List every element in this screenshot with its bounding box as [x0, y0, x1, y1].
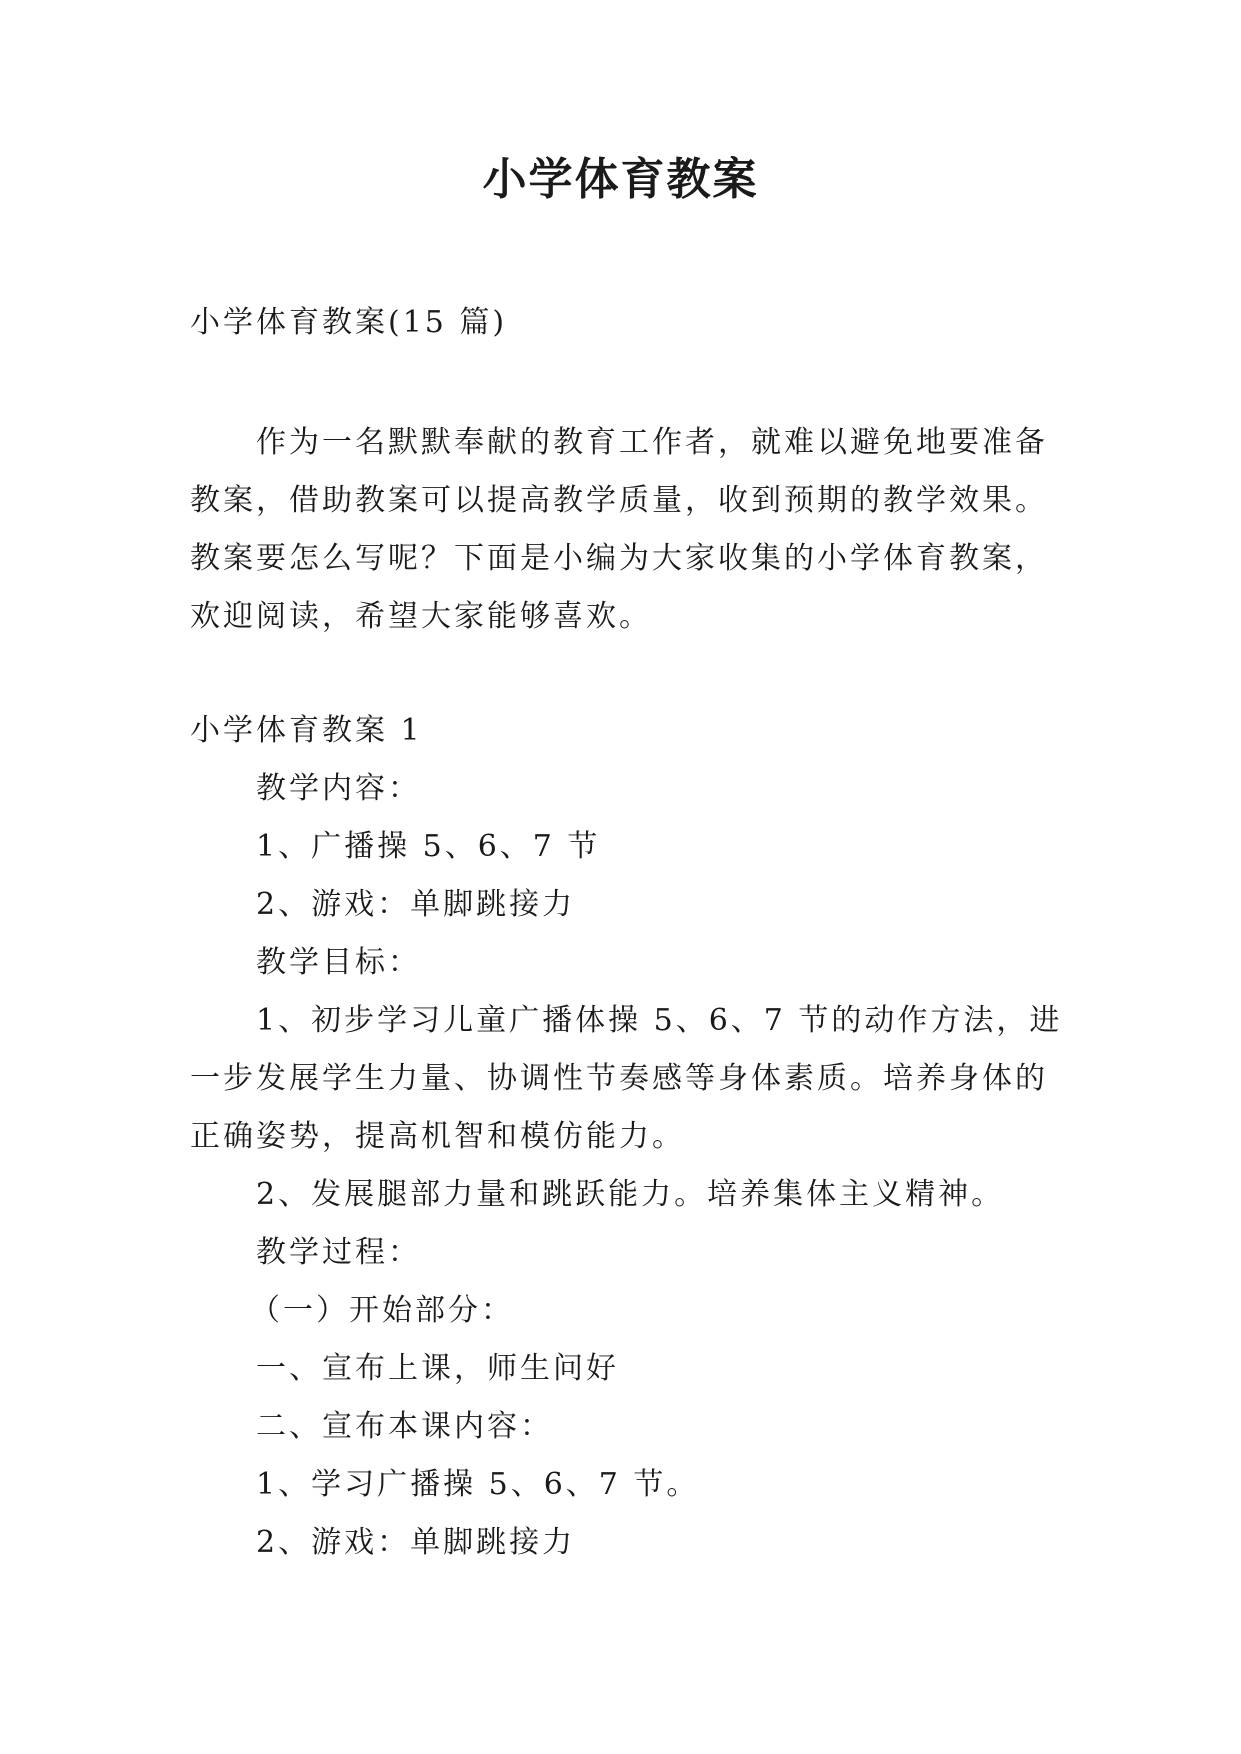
goal-label: 教学目标： — [256, 945, 421, 980]
document-title: 小学体育教案 — [482, 154, 759, 205]
goal-item: 2、发展腿部力量和跳跃能力。培养集体主义精神。 — [256, 1177, 1005, 1212]
process-step-item: 1、学习广播操 5、6、7 节。 — [256, 1467, 700, 1502]
process-step-item: 2、游戏：单脚跳接力 — [256, 1525, 576, 1560]
content-item: 2、游戏：单脚跳接力 — [256, 887, 576, 922]
goal-line: 1、初步学习儿童广播体操 5、6、7 节的动作方法，进 — [256, 1003, 1063, 1038]
intro-line: 教案，借助教案可以提高教学质量，收到预期的教学效果。 — [190, 483, 1048, 518]
intro-paragraph — [190, 414, 1070, 646]
intro-line: 教案要怎么写呢？下面是小编为大家收集的小学体育教案， — [190, 541, 1048, 576]
spacer — [190, 646, 1070, 702]
part-heading: （一）开始部分： — [250, 1293, 514, 1328]
content-label: 教学内容： — [256, 771, 421, 806]
intro-line: 作为一名默默奉献的教育工作者，就难以避免地要准备 — [256, 425, 1048, 460]
document-body — [190, 294, 1070, 1572]
section-heading: 小学体育教案 1 — [190, 713, 423, 748]
goal-line: 正确姿势，提高机智和模仿能力。 — [190, 1119, 685, 1154]
intro-line: 欢迎阅读，希望大家能够喜欢。 — [190, 599, 652, 634]
goal-line: 一步发展学生力量、协调性节奏感等身体素质。培养身体的 — [190, 1061, 1048, 1096]
process-step: 一、宣布上课，师生问好 — [256, 1351, 619, 1386]
spacer — [190, 352, 1070, 414]
goal-paragraph — [190, 992, 1070, 1166]
document-subtitle: 小学体育教案(15 篇) — [190, 305, 508, 340]
process-step: 二、宣布本课内容： — [256, 1409, 553, 1444]
process-label: 教学过程： — [256, 1235, 421, 1270]
content-item: 1、广播操 5、6、7 节 — [256, 829, 601, 864]
